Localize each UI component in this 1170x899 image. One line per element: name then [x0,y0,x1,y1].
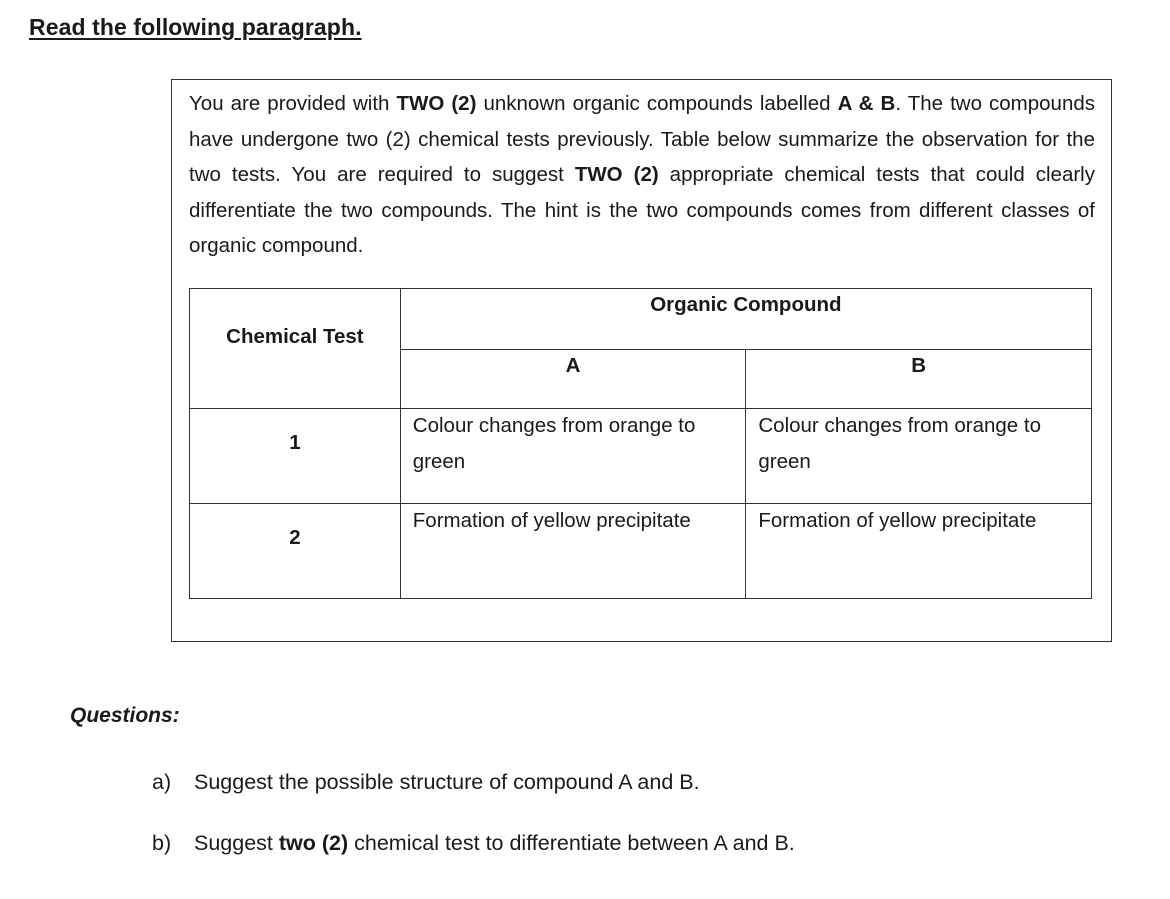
question-b-text-pre: Suggest [194,831,279,855]
instruction-paragraph [189,86,1095,264]
observation-a: Formation of yellow precipitate [400,504,746,599]
paragraph-text-2: unknown organic compounds labelled [476,92,838,115]
paragraph-text-4: appropriate chemical tests that could clearly differentiate the two compounds. The hint is the two compounds comes from different classes of organic compound. [189,163,1095,257]
paragraph-text-3: . The two compounds have undergone two (2) chemical tests previously. Table below summarize the observation for the two tests. You are required to suggest [189,92,1096,186]
paragraph-bold-3: TWO (2) [574,163,659,186]
questions-label: Questions: [70,704,180,727]
observation-b: Colour changes from orange to green [746,409,1092,504]
table-row [190,504,1092,599]
paragraph-bold-2: A & B [837,92,896,115]
question-b [152,831,795,856]
test-number: 2 [190,504,401,599]
observation-b: Formation of yellow precipitate [746,504,1092,599]
question-a-letter: a) [152,770,172,794]
paragraph-text-1: You are provided with [189,92,397,115]
table-row [190,409,1092,504]
question-a [152,770,700,795]
question-b-bold: two (2) [278,831,349,855]
header-compound-b: B [746,350,1092,409]
question-a-text: Suggest the possible structure of compound A and B. [194,770,700,794]
observation-a: Colour changes from orange to green [400,409,746,504]
header-chemical-test: Chemical Test [190,289,401,409]
header-organic-compound: Organic Compound [400,289,1091,350]
paragraph-bold-1: TWO (2) [396,92,477,115]
page-heading: Read the following paragraph. [29,14,362,40]
test-number: 1 [190,409,401,504]
question-b-text-post: chemical test to differentiate between A and B. [348,831,795,855]
observation-table [189,288,1092,599]
question-b-letter: b) [152,831,172,855]
header-compound-a: A [400,350,746,409]
